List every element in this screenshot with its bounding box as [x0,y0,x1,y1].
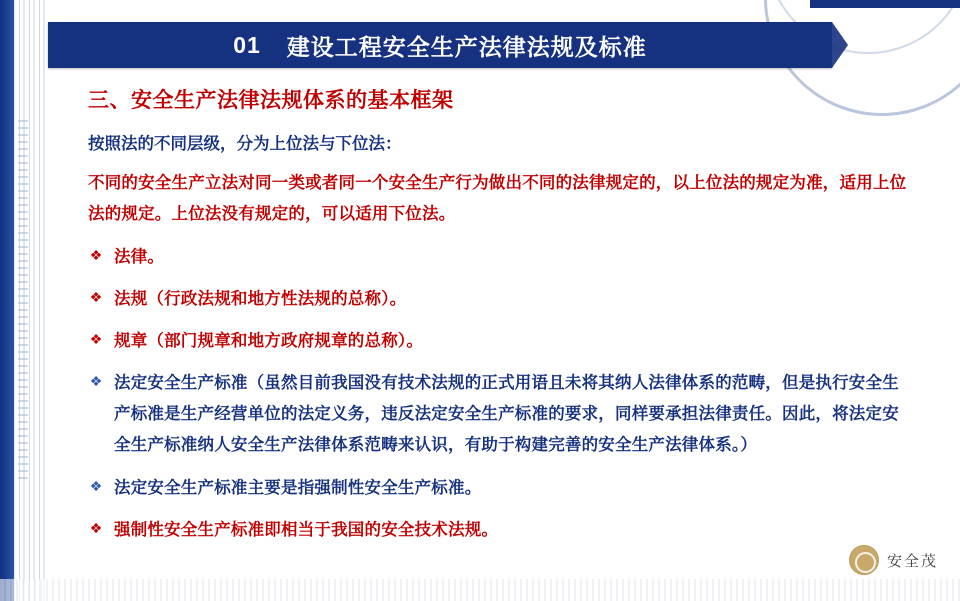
diamond-bullet-icon: ❖ [89,247,103,263]
list-item-label: 法律。 [114,248,165,266]
diamond-bullet-icon: ❖ [89,478,103,494]
watermark-label: 安全茂 [886,552,938,570]
diamond-bullet-icon: ❖ [89,331,103,347]
list-item-label: 法定安全生产标准主要是指强制性安全生产标准。 [114,479,482,497]
list-item [88,515,908,545]
header-tail-decoration [832,22,848,68]
left-blue-bar-decoration [0,0,14,601]
list-item [88,242,908,272]
header-number: 01 [233,31,261,58]
left-dot-column-decoration [18,120,28,480]
top-right-block-decoration [810,0,960,8]
diamond-bullet-icon: ❖ [89,289,103,305]
slide-content [88,84,908,557]
list-item-label: 强制性安全生产标准即相当于我国的安全技术法规。 [114,521,499,539]
slide-header-bar [48,22,832,68]
list-item-label: 法定安全生产标准（虽然目前我国没有技术法规的正式用语且未将其纳人法律体系的范畴，但是执行安全生产标准是生产经营单位的法定义务，违反法定安全生产标准的要求，同样要承担法律责任。因此，将法定安全生产标准纳人安全生产法律体系范畴来认识，有助于构建完善的安全生产法律体系。） [114,374,899,454]
bullet-list [88,242,908,545]
list-item [88,473,908,503]
circle-logo-icon [849,545,879,575]
section-title: 三、安全生产法律法规体系的基本框架 [88,89,454,112]
diamond-bullet-icon: ❖ [89,520,103,536]
diamond-bullet-icon: ❖ [89,373,103,389]
watermark [849,545,938,575]
bottom-stripe-decoration [0,579,960,601]
header-title: 建设工程安全生产法律法规及标准 [286,33,647,60]
lead-text: 按照法的不同层级，分为上位法与下位法： [88,135,402,153]
list-item-label: 规章（部门规章和地方政府规章的总称）。 [114,332,424,350]
red-paragraph: 不同的安全生产立法对同一类或者同一个安全生产行为做出不同的法律规定的，以上位法的规定为准，适用上位法的规定。上位法没有规定的，可以适用下位法。 [88,174,907,223]
list-item [88,284,908,314]
list-item [88,368,908,461]
list-item [88,326,908,356]
list-item-label: 法规（行政法规和地方性法规的总称）。 [114,290,407,308]
